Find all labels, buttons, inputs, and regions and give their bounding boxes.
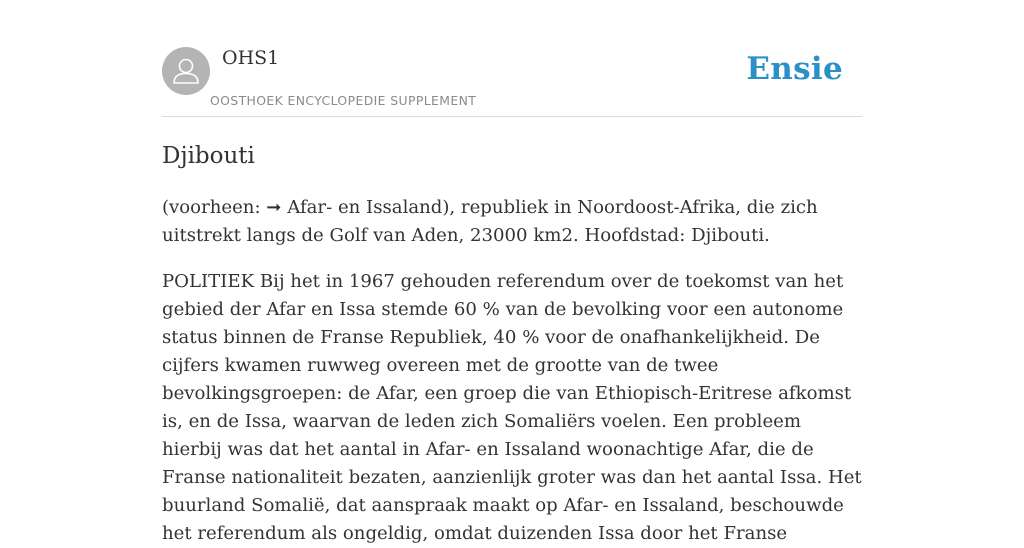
entry-header [162, 0, 862, 117]
user-icon[interactable] [162, 47, 210, 95]
entry-card [162, 0, 862, 548]
article-title: Djibouti [162, 143, 255, 169]
brand-logo[interactable]: Ensie [746, 51, 843, 87]
article-paragraph: (voorheen: ➞ Afar- en Issaland), republiek in Noordoost-Afrika, die zich uitstrekt langs de Golf van Aden, 23000 km2. Hoofdstad: Djibouti. [162, 197, 818, 246]
author-name[interactable]: OHS1 [222, 47, 280, 69]
article-paragraph: POLITIEK Bij het in 1967 gehouden referendum over de toekomst van het gebied der Afar en Issa stemde 60 % van de bevolking voor een autonome status binnen de Franse Republiek, 40 % voor de onafhankelijkheid. De cijfers kwamen ruwweg overeen met de grootte van de twee bevolkingsgroepen: de Afar, een groep die van Ethiopisch-Eritrese afkomst is, en de Issa, waarvan de leden zich Somaliërs voelen. Een probleem hierbij was dat het aantal in Afar- en Issaland woonachtige Afar, die de Franse nationaliteit bezaten, aanzienlijk groter was dan het aantal Issa. Het buurland Somalië, dat aanspraak maakt op Afar- en Issaland, beschouwde het referendum als ongeldig, omdat duizenden Issa door het Franse [162, 271, 862, 544]
source-label[interactable]: OOSTHOEK ENCYCLOPEDIE SUPPLEMENT [210, 93, 477, 108]
